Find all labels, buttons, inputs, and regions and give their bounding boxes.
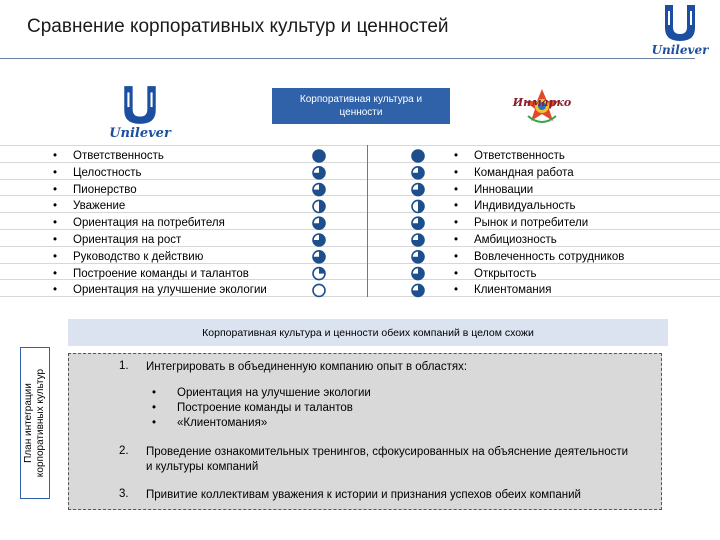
harvey-ball-inmarko [412,284,424,296]
plan-subitems [152,386,371,431]
value-label: Руководство к действию [73,250,204,263]
value-label: Амбициозность [474,233,557,246]
harvey-ball-unilever [313,167,325,179]
bullet: • [454,284,459,297]
bullet: • [53,150,58,162]
plan-item-3-number: 3. [119,488,129,500]
harvey-ball-inmarko [412,251,424,263]
bullet: • [152,387,157,399]
unilever-wordmark: Unilever [109,126,171,141]
value-label: Ориентация на потребителя [73,217,225,230]
bullet: • [454,217,459,230]
value-label: Ответственность [474,150,565,162]
bullet: • [53,217,58,230]
harvey-ball-unilever [313,184,325,196]
bullet: • [53,250,58,263]
harvey-ball-unilever [313,234,325,246]
harvey-ball-unilever [313,251,325,263]
harvey-ball-unilever [313,200,325,212]
bullet: • [53,200,58,213]
harvey-ball-inmarko [412,200,424,212]
bullet: • [454,166,459,179]
bullet: • [454,150,459,162]
plan-item-1-number: 1. [119,360,129,372]
value-label: Открытость [474,267,537,280]
plan-item-2-number: 2. [119,445,129,457]
plan-item-3-text: Привитие коллективам уважения к истории и признания успехов обеих компаний [146,489,581,501]
plan-subitem-text: Построение команды и талантов [177,402,353,414]
value-label: Построение команды и талантов [73,267,249,280]
value-label: Ориентация на улучшение экологии [73,284,267,297]
bullet: • [53,233,58,246]
unilever-wordmark: Unilever [651,43,709,57]
integration-plan-label [20,347,50,499]
harvey-ball-unilever [313,284,325,296]
value-label: Ответственность [73,150,164,162]
harvey-ball-unilever [313,268,325,280]
bullet: • [53,166,58,179]
summary-banner: Корпоративная культура и ценности обеих компаний в целом схожи [68,319,668,346]
harvey-ball-inmarko [412,234,424,246]
harvey-ball-unilever [313,150,325,162]
harvey-ball-inmarko [412,184,424,196]
bullet: • [454,267,459,280]
bullet: • [53,183,58,196]
bullet: • [454,250,459,263]
plan-subitem [152,401,371,416]
bullet: • [152,402,157,414]
bullet: • [53,284,58,297]
bullet: • [152,417,157,429]
bullet: • [454,200,459,213]
value-label: Командная работа [474,166,574,179]
page-title: Сравнение корпоративных культур и ценностей [27,16,449,37]
plan-subitem-text: «Клиентомания» [177,417,268,429]
harvey-ball-inmarko [412,268,424,280]
integration-plan-box [68,353,662,510]
plan-item-2-line-1: Проведение ознакомительных тренингов, сфокусированных на объяснение деятельности [146,446,629,458]
bullet: • [454,183,459,196]
value-label: Рынок и потребители [474,217,589,230]
plan-subitem-text: Ориентация на улучшение экологии [177,387,371,399]
value-label: Инновации [474,183,534,196]
plan-subitem [152,416,371,431]
side-label-line-1: План интеграции [23,383,34,463]
value-label: Индивидуальность [474,200,576,213]
bullet: • [454,233,459,246]
value-label: Пионерство [73,183,137,196]
harvey-ball-unilever [313,217,325,229]
inmarko-wordmark: Инмарко [512,96,572,109]
harvey-ball-inmarko [412,150,424,162]
side-label-line-2: корпоративных культур [35,368,46,478]
harvey-ball-inmarko [412,217,424,229]
plan-item-2-line-2: и культуры компаний [146,461,259,473]
plan-subitem [152,386,371,401]
harvey-ball-inmarko [412,167,424,179]
value-label: Клиентомания [474,284,552,297]
plan-item-1-text: Интегрировать в объединенную компанию опыт в областях: [146,361,468,373]
value-label: Уважение [73,200,126,213]
value-label: Ориентация на рост [73,233,182,246]
bullet: • [53,267,58,280]
plan-item-2-text [146,445,628,475]
value-label: Вовлеченность сотрудников [474,250,625,263]
header-line-1: Корпоративная культура и [299,94,423,105]
header-line-2: ценности [339,107,383,118]
value-label: Целостность [73,166,142,179]
